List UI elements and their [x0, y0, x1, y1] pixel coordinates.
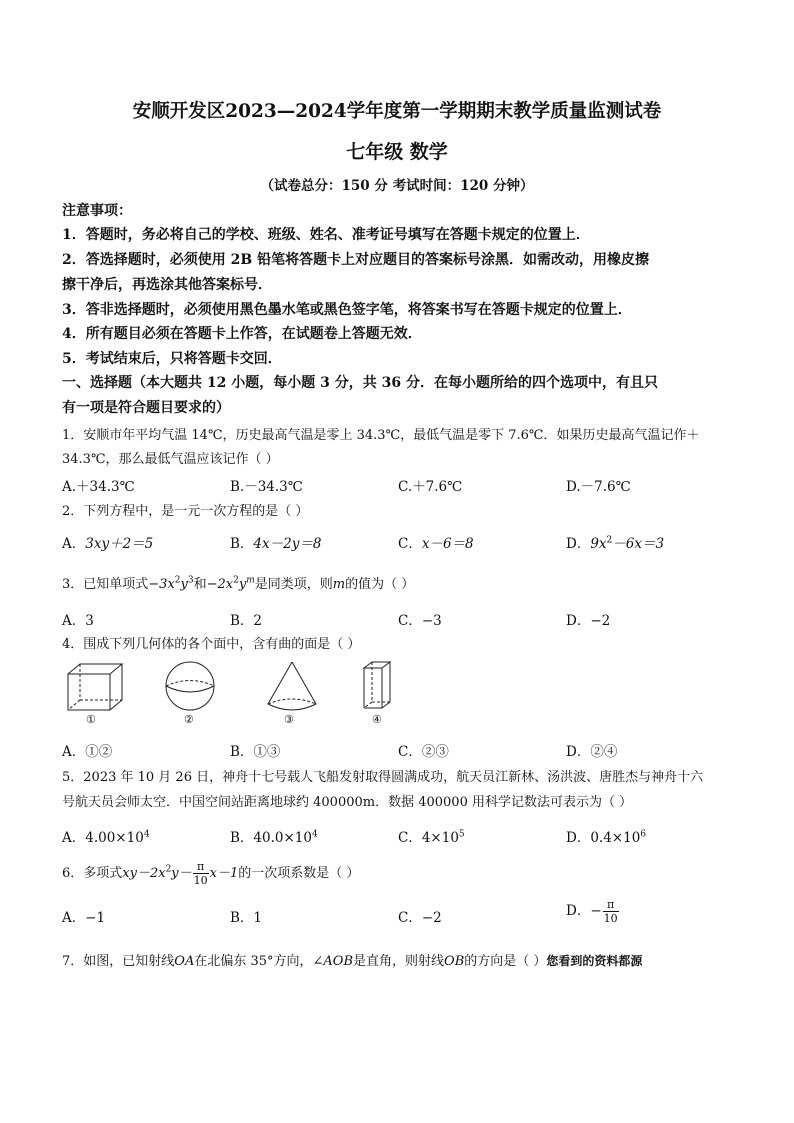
- q6-option-c: C．−2: [398, 910, 442, 926]
- q7-ray-oa: OA: [174, 954, 195, 969]
- q2-option-b-label: B．: [230, 536, 254, 552]
- q2-option-d-exponent: 2: [606, 535, 613, 546]
- q1-option-c: C.＋7.6℃: [398, 479, 463, 495]
- q7-text-4: 的方向是（ ）: [464, 954, 547, 969]
- note-5: 5．考试结束后，只将答题卡交回．: [62, 351, 282, 367]
- q5-option-c-exponent: 5: [458, 829, 465, 840]
- q2-option-d: [566, 532, 664, 552]
- q5-stem-cont: 号航天员会师太空．中国空间站距离地球约 400000m．数据 400000 用科学记数法可表示为（ ）: [62, 795, 633, 810]
- exam-meta: （试卷总分：150 分 考试时间：120 分钟）: [260, 178, 534, 194]
- q5-option-d-exponent: 6: [640, 829, 647, 840]
- q2-option-b-expr: 4x－2y＝8: [253, 536, 322, 552]
- q5-option-a-exponent: 4: [143, 829, 150, 840]
- q6-expr-exponent: 2: [165, 864, 172, 875]
- q5-option-d-base: D．0.4×10: [566, 830, 641, 846]
- q3-text-2: 和: [193, 577, 207, 592]
- q2-stem: 2．下列方程中，是一元一次方程的是（ ）: [62, 504, 309, 519]
- q6-option-d-denominator: 10: [603, 912, 618, 925]
- exam-subtitle: 七年级 数学: [346, 141, 448, 163]
- q6-text-1: 6．多项式: [62, 866, 123, 881]
- q3-monomial-1-y: y: [180, 577, 188, 592]
- q2-option-d-expr-1: 9x: [590, 536, 607, 552]
- q5-option-b-exponent: 4: [311, 829, 318, 840]
- q2-option-c-expr: x－6＝8: [421, 536, 474, 552]
- watermark-text: 您看到的资料都源: [546, 954, 643, 968]
- q3-monomial-2-y: y: [238, 577, 247, 592]
- q3-monomial-1-exp-y: 3: [187, 575, 194, 586]
- note-3: 3．答非选择题时，必须使用黑色墨水笔或黑色签字笔，将答案书写在答题卡规定的位置上．: [62, 302, 632, 318]
- q7-angle-aob: ∠AOB: [312, 954, 354, 969]
- q3-monomial-2-exp-y: m: [246, 575, 255, 586]
- q6-option-d: [566, 898, 620, 925]
- q6-fraction-numerator: π: [193, 860, 209, 874]
- q6-expr-1: xy－2x: [122, 866, 166, 881]
- figure-label-2: ②: [184, 713, 194, 726]
- q1-stem-cont: 34.3℃，那么最低气温应该记作（ ）: [62, 452, 279, 467]
- q1-option-b: B.－34.3℃: [230, 479, 303, 495]
- q6-fraction: [193, 860, 209, 887]
- q4-option-a: A．①②: [62, 744, 113, 760]
- q2-option-d-label: D．: [566, 536, 591, 552]
- q5-option-a-base: A．4.00×10: [62, 830, 144, 846]
- q1-option-a: A.＋34.3℃: [62, 479, 135, 495]
- q3-monomial-2-exp-x: 2: [233, 575, 239, 586]
- q5-option-c-base: C．4×10: [398, 830, 459, 846]
- q3-monomial-1-exp-x: 2: [174, 575, 181, 586]
- q6-option-b: B．1: [230, 910, 263, 926]
- q7-text-1: 7．如图，已知射线: [62, 954, 175, 969]
- q3-monomial-1: −3x: [148, 577, 175, 592]
- q2-option-a-expr: 3xy＋2＝5: [85, 536, 154, 552]
- q7-stem: [62, 950, 642, 969]
- q3-option-b: B．2: [230, 613, 263, 629]
- q6-stem: [62, 860, 359, 887]
- q5-stem: 5．2023 年 10 月 26 日，神舟十七号载人飞船发射取得圆满成功，航天员江新林、汤洪波、唐胜杰与神舟十六: [62, 770, 704, 785]
- sphere-figure: [160, 660, 220, 716]
- notes-heading: 注意事项：: [62, 203, 132, 219]
- q2-option-c: [398, 532, 474, 552]
- q4-option-b: B．①③: [230, 744, 281, 760]
- cube-figure: [64, 660, 128, 730]
- figure-label-3: ③: [284, 713, 294, 726]
- q4-option-c: C．②③: [398, 744, 449, 760]
- q3-option-a: A．3: [62, 613, 94, 629]
- note-2: 2．答选择题时，必须使用 2B 铅笔将答题卡上对应题目的答案标号涂黑．如需改动，用橡皮擦: [62, 252, 650, 268]
- q3-option-c: C．−3: [398, 613, 442, 629]
- q6-option-a: A．−1: [62, 910, 106, 926]
- q5-option-c: [398, 826, 465, 846]
- q4-option-d: D．②④: [566, 744, 618, 760]
- q4-figures: [0, 660, 794, 730]
- q2-option-c-label: C．: [398, 536, 422, 552]
- prism-figure: [360, 660, 396, 716]
- q3-monomial-2: −2x: [206, 577, 234, 592]
- q3-stem: [62, 573, 414, 592]
- section-1-heading-cont: 有一项是符合题目要求的）: [62, 400, 230, 416]
- q2-option-a-label: A．: [62, 536, 86, 552]
- q2-option-a: [62, 532, 153, 552]
- note-4: 4．所有题目必须在答题卡上作答，在试题卷上答题无效．: [62, 326, 422, 342]
- q5-option-d: [566, 826, 646, 846]
- q3-text-1: 3．已知单项式: [62, 577, 149, 592]
- q5-option-b: [230, 826, 318, 846]
- q7-text-2: 在北偏东 35°方向，: [194, 954, 313, 969]
- q6-text-2: 的一次项系数是（ ）: [238, 866, 360, 881]
- q7-text-3: 是直角，则射线: [353, 954, 445, 969]
- figure-label-4: ④: [372, 713, 382, 726]
- q6-expr-2: y－: [171, 866, 192, 881]
- note-1: 1．答题时，务必将自己的学校、班级、姓名、准考证号填写在答题卡规定的位置上．: [62, 227, 590, 243]
- q2-option-d-expr-2: －6x＝3: [612, 536, 665, 552]
- section-1-heading: 一、选择题（本大题共 12 小题，每小题 3 分，共 36 分．在每小题所给的四个选项中，有且只: [62, 375, 658, 391]
- q4-stem: 4．围成下列几何体的各个面中，含有曲的面是（ ）: [62, 637, 361, 652]
- q6-expr-3: x－1: [209, 866, 239, 881]
- q1-option-d: D.－7.6℃: [566, 479, 631, 495]
- q6-option-d-fraction: [603, 898, 619, 925]
- q6-option-d-label: D．−: [566, 903, 602, 919]
- q5-option-a: [62, 826, 150, 846]
- exam-title: 安顺开发区2023—2024学年度第一学期期末教学质量监测试卷: [132, 101, 662, 122]
- figure-label-1: ①: [86, 713, 96, 726]
- cone-figure: [264, 660, 320, 716]
- q5-option-b-base: B．40.0×10: [230, 830, 312, 846]
- q7-ray-ob: OB: [444, 954, 465, 969]
- q1-stem: 1．安顺市年平均气温 14℃，历史最高气温是零上 34.3℃，最低气温是零下 7.6℃．如果历史最高气温记作＋: [62, 428, 700, 443]
- q3-variable-m: m: [332, 577, 346, 592]
- q6-option-d-numerator: π: [603, 898, 619, 912]
- q3-text-4: 的值为（ ）: [345, 577, 415, 592]
- q3-text-3: 是同类项，则: [254, 577, 333, 592]
- q3-option-d: D．−2: [566, 613, 611, 629]
- q6-fraction-denominator: 10: [193, 874, 208, 887]
- q2-option-b: [230, 532, 321, 552]
- note-2-cont: 擦干净后，再选涂其他答案标号．: [62, 277, 272, 293]
